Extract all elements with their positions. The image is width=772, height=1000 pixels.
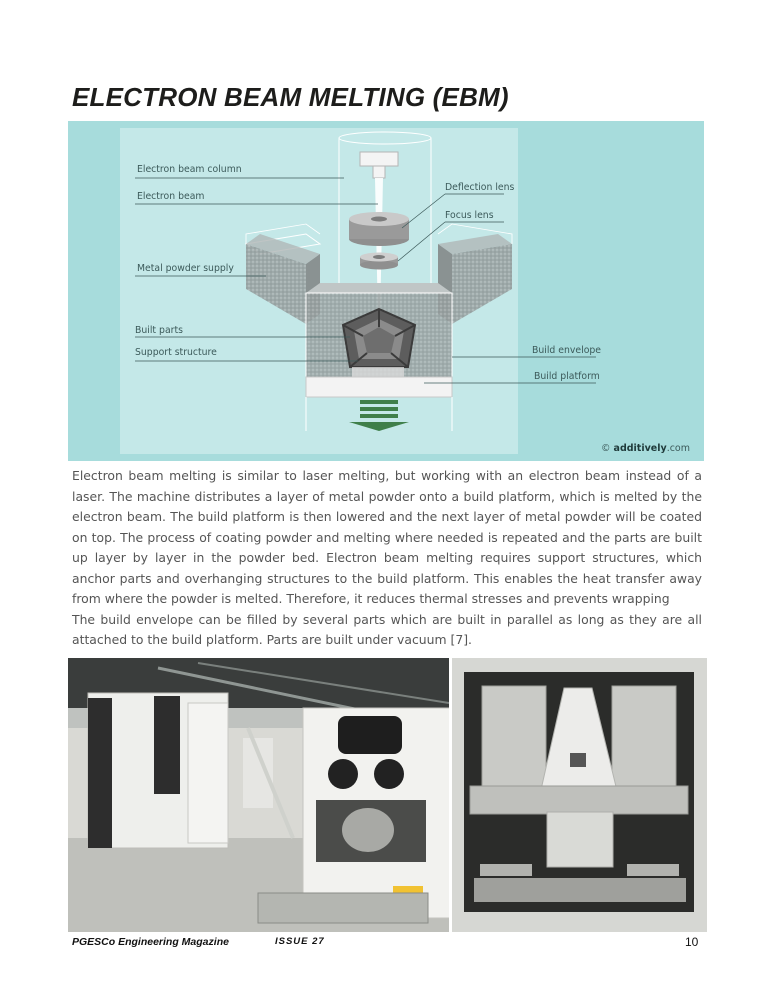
label-build-platform: Build platform [534, 371, 600, 382]
image-credit: © additively.com [601, 443, 690, 454]
page-title: ELECTRON BEAM MELTING (EBM) [72, 82, 509, 112]
label-deflection-lens: Deflection lens [445, 182, 515, 193]
label-build-envelope: Build envelope [532, 345, 602, 356]
footer-issue: ISSUE 27 [275, 936, 325, 947]
label-built-parts: Built parts [135, 325, 183, 336]
paragraph: The build envelope can be filled by several parts which are built in parallel as long as they are all attached to the build platform. Parts are built under vacuum [7]. [72, 611, 702, 647]
label-support-structure: Support structure [135, 347, 217, 358]
ebm-diagram [68, 121, 704, 461]
label-metal-powder-supply: Metal powder supply [137, 263, 234, 274]
footer-magazine-name: PGESCo Engineering Magazine [72, 936, 229, 948]
article-body [72, 466, 702, 651]
photo-ebm-machines [68, 658, 449, 932]
photo-build-chamber [452, 658, 707, 932]
paragraph: Electron beam melting is similar to laser melting, but working with an electron beam instead of a laser. The machine distributes a layer of metal powder onto a build platform, which is melted by the electron beam. The build platform is then lowered and the next layer of metal powder will be coated on top. The process of coating powder and melting where needed is repeated and the parts are built up layer by layer in the powder bed. Electron beam melting requires support structures, which anchor parts and overhanging structures to the build platform. This enables the heat transfer away from where the powder is melted. Therefore, it reduces thermal stresses and prevents wrapping [72, 468, 702, 606]
label-focus-lens: Focus lens [445, 210, 494, 221]
label-electron-beam: Electron beam [137, 191, 205, 202]
page-number: 10 [685, 935, 699, 949]
label-electron-beam-column: Electron beam column [137, 164, 242, 175]
